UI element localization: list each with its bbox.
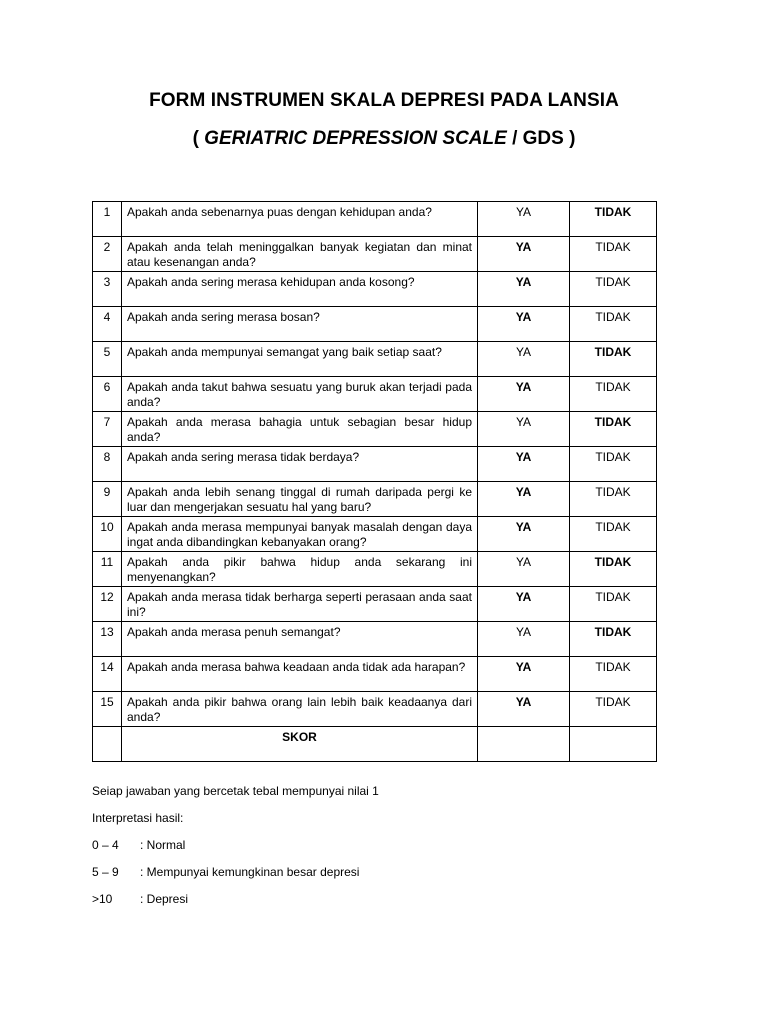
subtitle-italic: GERIATRIC DEPRESSION SCALE	[204, 128, 507, 149]
answer-tidak[interactable]: TIDAK	[570, 482, 657, 517]
range-label: : Normal	[140, 838, 186, 852]
table-row	[93, 482, 657, 517]
table-row	[93, 307, 657, 342]
range-label: : Mempunyai kemungkinan besar depresi	[140, 865, 360, 879]
scoring-note: Seiap jawaban yang bercetak tebal mempunyai nilai 1	[92, 784, 379, 798]
row-number: 14	[93, 657, 122, 692]
row-number: 5	[93, 342, 122, 377]
row-number: 12	[93, 587, 122, 622]
question-text: Apakah anda sering merasa tidak berdaya?	[122, 447, 478, 482]
question-text: Apakah anda pikir bahwa orang lain lebih baik keadaanya dari anda?	[122, 692, 478, 727]
answer-ya[interactable]: YA	[478, 622, 570, 657]
subtitle-open: (	[192, 128, 205, 149]
question-text: Apakah anda sebenarnya puas dengan kehidupan anda?	[122, 202, 478, 237]
question-text: Apakah anda merasa tidak berharga seperti perasaan anda saat ini?	[122, 587, 478, 622]
score-tidak-cell[interactable]	[570, 727, 657, 762]
row-number: 13	[93, 622, 122, 657]
table-row	[93, 272, 657, 307]
row-number: 6	[93, 377, 122, 412]
answer-ya[interactable]: YA	[478, 482, 570, 517]
answer-tidak[interactable]: TIDAK	[570, 622, 657, 657]
row-number: 2	[93, 237, 122, 272]
subtitle-rest: / GDS )	[506, 128, 576, 149]
table-row	[93, 552, 657, 587]
question-text: Apakah anda merasa penuh semangat?	[122, 622, 478, 657]
answer-ya[interactable]: YA	[478, 657, 570, 692]
gds-table	[92, 201, 657, 762]
question-text: Apakah anda mempunyai semangat yang baik setiap saat?	[122, 342, 478, 377]
row-number: 9	[93, 482, 122, 517]
answer-ya[interactable]: YA	[478, 202, 570, 237]
question-text: Apakah anda telah meninggalkan banyak kegiatan dan minat atau kesenangan anda?	[122, 237, 478, 272]
answer-ya[interactable]: YA	[478, 342, 570, 377]
answer-ya[interactable]: YA	[478, 307, 570, 342]
table-row	[93, 377, 657, 412]
form-title: FORM INSTRUMEN SKALA DEPRESI PADA LANSIA	[149, 90, 619, 111]
interpretation-normal	[92, 837, 379, 864]
table-row	[93, 517, 657, 552]
answer-ya[interactable]: YA	[478, 552, 570, 587]
table-row	[93, 202, 657, 237]
range-label: : Depresi	[140, 892, 189, 906]
interpretation-depresi	[92, 891, 379, 918]
row-number: 8	[93, 447, 122, 482]
answer-tidak[interactable]: TIDAK	[570, 412, 657, 447]
row-number: 11	[93, 552, 122, 587]
answer-tidak[interactable]: TIDAK	[570, 447, 657, 482]
notes-section	[92, 783, 379, 918]
question-text: Apakah anda merasa bahagia untuk sebagian besar hidup anda?	[122, 412, 478, 447]
interpretation-likely	[92, 864, 379, 891]
answer-ya[interactable]: YA	[478, 692, 570, 727]
table-row	[93, 692, 657, 727]
answer-tidak[interactable]: TIDAK	[570, 237, 657, 272]
question-text: Apakah anda pikir bahwa hidup anda sekarang ini menyenangkan?	[122, 552, 478, 587]
table-row	[93, 657, 657, 692]
answer-ya[interactable]: YA	[478, 237, 570, 272]
answer-ya[interactable]: YA	[478, 587, 570, 622]
answer-tidak[interactable]: TIDAK	[570, 657, 657, 692]
row-number: 1	[93, 202, 122, 237]
table-row	[93, 447, 657, 482]
answer-tidak[interactable]: TIDAK	[570, 307, 657, 342]
answer-ya[interactable]: YA	[478, 412, 570, 447]
answer-tidak[interactable]: TIDAK	[570, 202, 657, 237]
row-number: 7	[93, 412, 122, 447]
answer-tidak[interactable]: TIDAK	[570, 692, 657, 727]
answer-tidak[interactable]: TIDAK	[570, 587, 657, 622]
range-value: 5 – 9	[92, 865, 119, 879]
score-row	[93, 727, 657, 762]
answer-ya[interactable]: YA	[478, 517, 570, 552]
answer-tidak[interactable]: TIDAK	[570, 272, 657, 307]
answer-tidak[interactable]: TIDAK	[570, 517, 657, 552]
table-row	[93, 412, 657, 447]
answer-ya[interactable]: YA	[478, 377, 570, 412]
question-text: Apakah anda takut bahwa sesuatu yang buruk akan terjadi pada anda?	[122, 377, 478, 412]
range-value: >10	[92, 892, 113, 906]
form-subtitle	[0, 128, 768, 150]
question-text: Apakah anda sering merasa bosan?	[122, 307, 478, 342]
score-ya-cell[interactable]	[478, 727, 570, 762]
row-number: 10	[93, 517, 122, 552]
answer-ya[interactable]: YA	[478, 447, 570, 482]
row-number: 4	[93, 307, 122, 342]
question-text: Apakah anda lebih senang tinggal di rumah daripada pergi ke luar dan mengerjakan sesuatu hal yang baru?	[122, 482, 478, 517]
answer-tidak[interactable]: TIDAK	[570, 552, 657, 587]
table-row	[93, 237, 657, 272]
range-value: 0 – 4	[92, 838, 119, 852]
question-text: Apakah anda merasa bahwa keadaan anda tidak ada harapan?	[122, 657, 478, 692]
table-row	[93, 622, 657, 657]
score-number-cell	[93, 727, 122, 762]
score-label: SKOR	[122, 727, 478, 762]
answer-tidak[interactable]: TIDAK	[570, 377, 657, 412]
table-row	[93, 342, 657, 377]
row-number: 15	[93, 692, 122, 727]
question-text: Apakah anda sering merasa kehidupan anda kosong?	[122, 272, 478, 307]
gds-table-body	[93, 202, 657, 762]
answer-tidak[interactable]: TIDAK	[570, 342, 657, 377]
row-number: 3	[93, 272, 122, 307]
question-text: Apakah anda merasa mempunyai banyak masalah dengan daya ingat anda dibandingkan kebanyakan orang?	[122, 517, 478, 552]
table-row	[93, 587, 657, 622]
interpretation-label: Interpretasi hasil:	[92, 811, 184, 825]
answer-ya[interactable]: YA	[478, 272, 570, 307]
